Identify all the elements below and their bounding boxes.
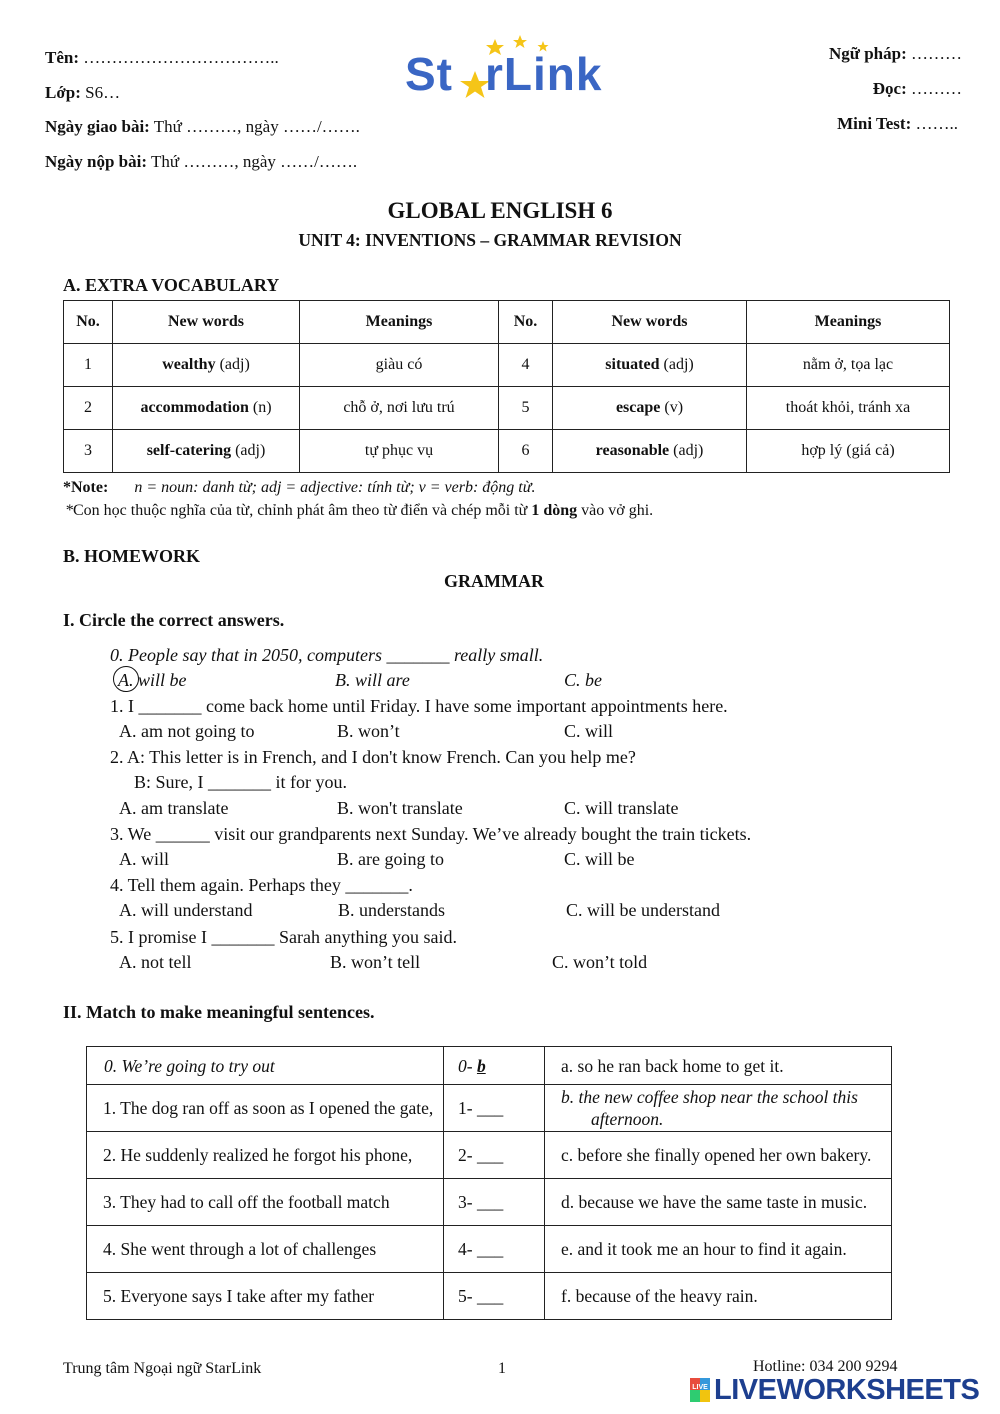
question-5: 5. I promise I _______ Sarah anything you said. [110,927,457,947]
question-4-options [110,898,810,924]
option-a[interactable]: A. will be [118,668,187,694]
footer-center-name: Trung tâm Ngoại ngữ StarLink [63,1360,262,1377]
option-c[interactable]: C. will be understand [566,900,720,920]
col-header: No. [499,301,553,344]
vocab-instruction: *Con học thuộc nghĩa của từ, chỉnh phát âm theo từ điển và chép mỗi từ 1 dòng vào vở ghi. [65,502,654,519]
option-c[interactable]: C. will [564,721,614,741]
question-2-options [110,796,810,822]
option-a[interactable]: A. am not going to [119,721,255,741]
part1-heading: I. Circle the correct answers. [63,610,285,630]
option-c[interactable]: C. will translate [564,798,679,818]
option-c[interactable]: C. will be [564,849,635,869]
col-header: New words [553,301,747,344]
option-a[interactable]: A. will [119,849,170,869]
option-a[interactable]: A. will understand [119,900,253,920]
minitest-score: Mini Test: …….. [837,114,958,133]
logo-wordmark: St rLink [405,48,603,100]
question-4: 4. Tell them again. Perhaps they _______. [110,875,413,895]
question-2: 2. A: This letter is in French, and I don't know French. Can you help me? [110,747,636,767]
table-row: 5. Everyone says I take after my father 5- ___ f. because of the heavy rain. [87,1273,892,1320]
table-row: 0. We’re going to try out 0- b a. so he ran back home to get it. [87,1047,892,1085]
option-c[interactable]: C. won’t told [552,952,648,972]
col-header: Meanings [747,301,950,344]
name-field[interactable]: …………………………….. [83,48,279,67]
answer-blank[interactable]: ___ [476,1192,504,1212]
assign-date-line: Ngày giao bài: Thứ ………, ngày ……/……. [45,117,360,136]
col-header: Meanings [300,301,499,344]
table-row: 3 self-catering (adj) tự phục vụ 6 reasonable (adj) hợp lý (giá cả) [64,430,950,473]
footer-hotline: Hotline: 034 200 9294 [753,1358,898,1375]
table-row: 4. She went through a lot of challenges 4- ___ e. and it took me an hour to find it again. [87,1226,892,1273]
table-row: 2. He suddenly realized he forgot his phone, 2- ___ c. before she finally opened her own bakery. [87,1132,892,1179]
table-row: 3. They had to call off the football match 3- ___ d. because we have the same taste in music. [87,1179,892,1226]
part2-heading: II. Match to make meaningful sentences. [63,1002,375,1022]
grammar-heading: GRAMMAR [444,571,544,591]
col-header: No. [64,301,113,344]
answer-blank[interactable]: ___ [476,1239,504,1259]
question-5-options [110,950,810,976]
liveworksheets-logo: LIVE LIVEWORKSHEETS [690,1375,990,1405]
name-line: Tên: …………………………….. [45,48,279,67]
option-c[interactable]: C. be [564,670,602,690]
example-answer: b [476,1055,486,1076]
table-row: 1. The dog ran off as soon as I opened the gate, 1- ___ b. the new coffee shop near the school this afternoon. [87,1085,892,1132]
question-1-options [110,719,810,745]
table-header-row [64,301,950,344]
option-b[interactable]: B. are going to [337,849,444,869]
section-b-heading: B. HOMEWORK [63,546,201,566]
vocabulary-table [63,300,950,473]
class-field[interactable]: S6… [85,83,121,102]
option-b[interactable]: B. won’t [337,721,400,741]
answer-circle [113,666,139,692]
section-a-heading: A. EXTRA VOCABULARY [63,275,280,295]
class-line: Lớp: S6… [45,83,121,102]
option-b[interactable]: B. won’t tell [330,952,421,972]
answer-blank[interactable]: ___ [476,1145,504,1165]
option-a[interactable]: A. not tell [119,952,192,972]
question-2-line2: B: Sure, I _______ it for you. [134,772,347,792]
starlink-logo [405,35,635,105]
reading-score: Đọc: ……… [872,79,962,98]
page-title: GLOBAL ENGLISH 6 [387,198,613,223]
option-a[interactable]: A. am translate [119,798,229,818]
table-row: 2 accommodation (n) chỗ ở, nơi lưu trú 5 escape (v) thoát khỏi, tránh xa [64,387,950,430]
page-subtitle: UNIT 4: INVENTIONS – GRAMMAR REVISION [298,230,682,250]
example-question: 0. People say that in 2050, computers _______ really small. [110,645,544,665]
grammar-score: Ngữ pháp: ……… [828,44,962,63]
question-1: 1. I _______ come back home until Friday. I have some important appointments here. [110,696,728,716]
question-3: 3. We ______ visit our grandparents next Sunday. We’ve already bought the train tickets. [110,824,752,844]
table-row: 1 wealthy (adj) giàu có 4 situated (adj) nằm ở, tọa lạc [64,344,950,387]
option-b[interactable]: B. understands [338,900,445,920]
page-number: 1 [498,1360,506,1377]
option-b[interactable]: B. won't translate [337,798,463,818]
answer-blank[interactable]: ___ [476,1098,504,1118]
question-3-options [110,847,810,873]
col-header: New words [113,301,300,344]
example-options [110,668,810,694]
matching-table [86,1046,892,1320]
vocab-note: *Note: n = noun: danh từ; adj = adjective: tính từ; v = verb: động từ. [63,479,536,496]
liveworksheets-text: LIVEWORKSHEETS [714,1374,980,1406]
answer-blank[interactable]: ___ [476,1286,504,1306]
submit-date-line: Ngày nộp bài: Thứ ………, ngày ……/……. [45,152,358,171]
option-b[interactable]: B. will are [335,670,410,690]
